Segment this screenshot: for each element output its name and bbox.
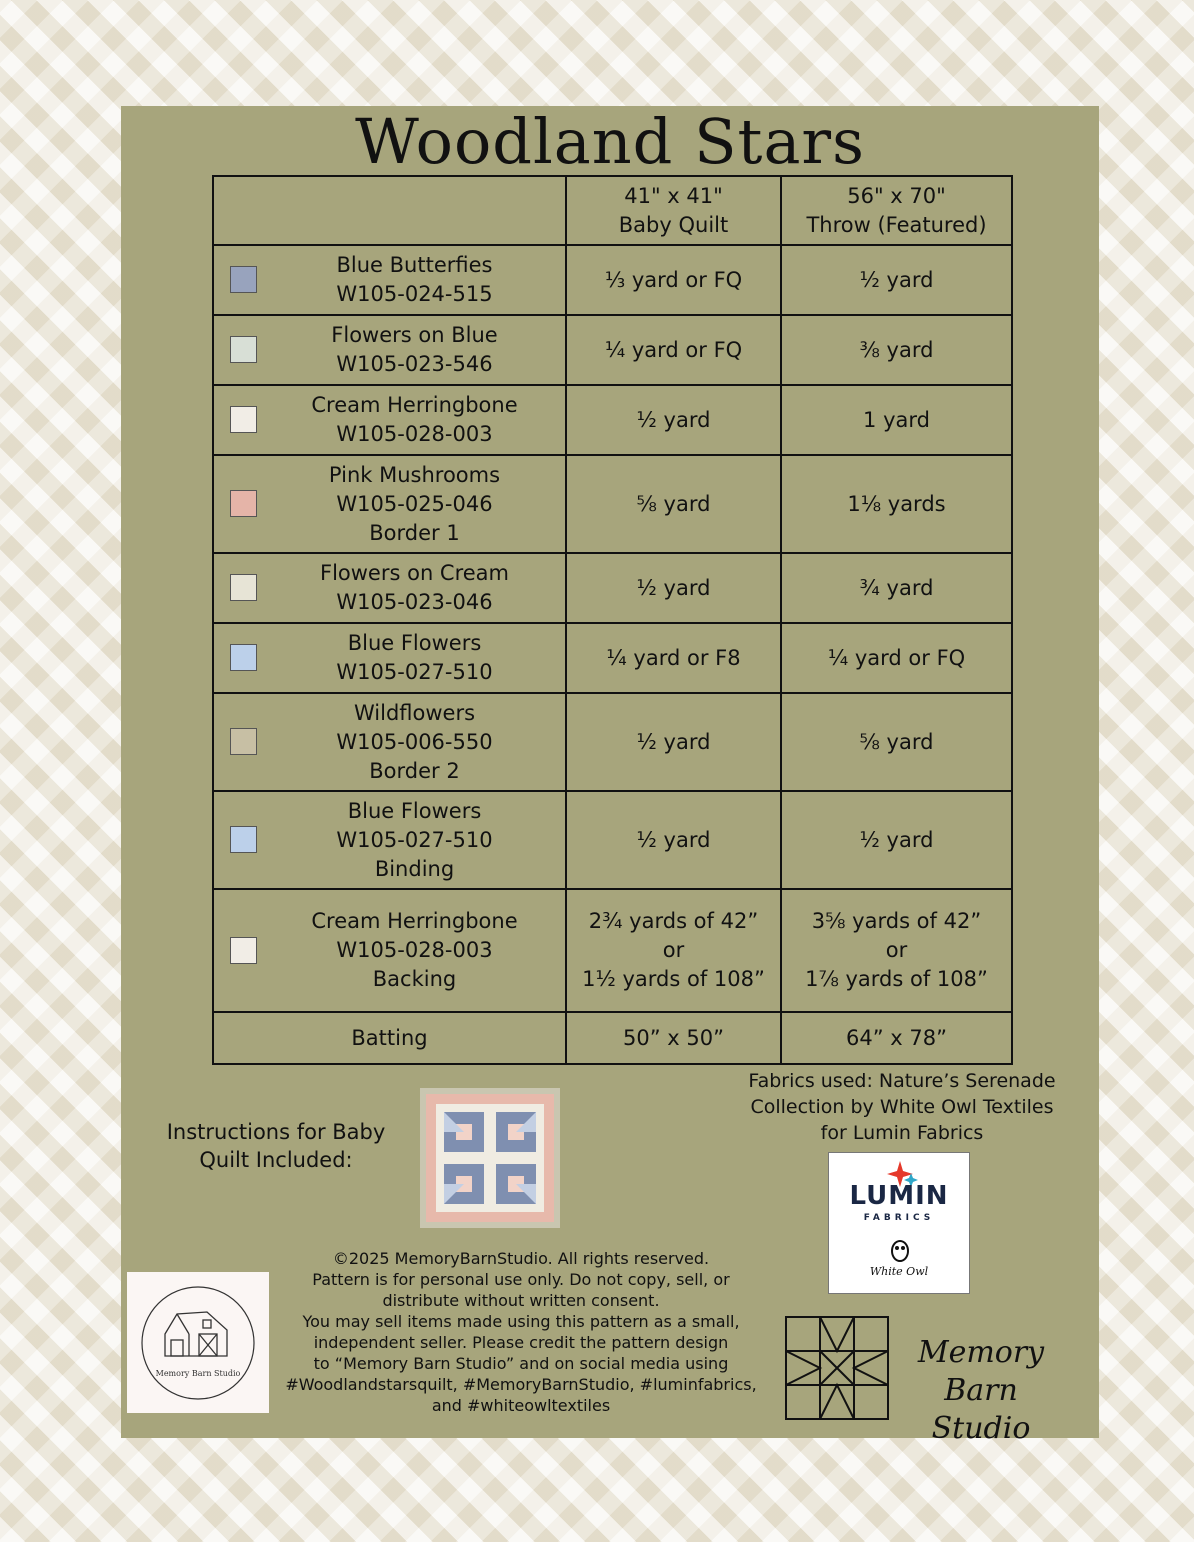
throw-yardage <box>781 889 1012 1012</box>
fabric-swatch <box>230 490 257 517</box>
yardage-line: 1⅞ yards of 108” <box>805 967 988 991</box>
throw-yardage <box>781 385 1012 455</box>
fabric-cell <box>213 385 566 455</box>
fabric-name <box>274 699 555 786</box>
fabric-name-line: Flowers on Blue <box>331 323 498 347</box>
fabric-swatch <box>230 336 257 363</box>
fabric-requirements-table <box>212 175 1013 1065</box>
copyright-line: to “Memory Barn Studio” and on social media using <box>313 1354 729 1373</box>
table-row <box>213 623 1012 693</box>
yardage-line: 64” x 78” <box>846 1025 947 1050</box>
credits-line: Fabrics used: Nature’s Serenade <box>748 1070 1056 1092</box>
fabric-name-line: W105-023-046 <box>336 590 493 614</box>
fabric-name-line: W105-006-550 <box>336 729 493 754</box>
throw-yardage <box>781 315 1012 385</box>
copyright-line: #Woodlandstarsquilt, #MemoryBarnStudio, #luminfabrics, <box>285 1375 757 1394</box>
baby-quilt-yardage <box>566 245 781 315</box>
table-row <box>213 693 1012 791</box>
yardage-line: ½ yard <box>859 827 934 852</box>
credits-line: for Lumin Fabrics <box>820 1122 984 1144</box>
baby-quilt-yardage <box>566 455 781 553</box>
yardage-line: ¼ yard or FQ <box>827 645 966 670</box>
yardage-line: ½ yard <box>636 729 711 754</box>
table-row <box>213 385 1012 455</box>
page-title: Woodland Stars <box>355 105 865 178</box>
yardage-line: 1 yard <box>863 407 930 432</box>
table-row <box>213 553 1012 623</box>
credits-line: Collection by White Owl Textiles <box>750 1096 1054 1118</box>
copyright-line: You may sell items made using this pattern as a small, <box>302 1312 740 1331</box>
lumin-fabrics-logo <box>828 1152 970 1294</box>
fabric-cell <box>213 1012 566 1064</box>
fabric-name <box>214 1024 565 1053</box>
copyright-notice <box>271 1248 771 1416</box>
fabric-swatch <box>230 574 257 601</box>
fabric-name-line: Pink Mushrooms <box>328 462 501 487</box>
throw-yardage <box>781 455 1012 553</box>
fabric-name <box>274 559 555 617</box>
fabric-name <box>274 321 555 379</box>
baby-quilt-yardage <box>566 889 781 1012</box>
fabric-name <box>274 907 555 994</box>
fabric-name <box>274 251 555 309</box>
memory-barn-studio-wordmark <box>891 1334 1071 1448</box>
fabric-cell <box>213 693 566 791</box>
copyright-line: independent seller. Please credit the pattern design <box>313 1333 729 1352</box>
fabric-cell <box>213 553 566 623</box>
table-header-row <box>213 176 1012 245</box>
fabric-name <box>274 629 555 687</box>
fabric-name-line: Border 1 <box>369 520 460 545</box>
header-baby-size: 41" x 41" <box>624 183 723 208</box>
fabric-name-line: Flowers on Cream <box>319 561 510 585</box>
yardage-line: ⅝ yard <box>636 491 711 516</box>
fabric-name-line: Backing <box>372 967 457 991</box>
baby-quilt-instructions-note <box>141 1118 411 1174</box>
fabric-name-line: W105-025-046 <box>336 491 493 516</box>
fabric-name-line: Blue Flowers <box>347 798 482 823</box>
copyright-line: ©2025 MemoryBarnStudio. All rights reserved. <box>332 1249 710 1268</box>
yardage-line: 1½ yards of 108” <box>582 967 765 991</box>
instructions-line: Quilt Included: <box>199 1148 353 1172</box>
throw-yardage <box>781 693 1012 791</box>
wordmark-line: Studio <box>931 1411 1031 1446</box>
throw-yardage <box>781 1012 1012 1064</box>
fabric-swatch <box>230 266 257 293</box>
copyright-line: and #whiteowltextiles <box>431 1396 611 1415</box>
baby-quilt-yardage <box>566 315 781 385</box>
yardage-line: ¼ yard or F8 <box>606 645 741 670</box>
yardage-line: 50” x 50” <box>623 1025 724 1050</box>
yardage-line: 2¾ yards of 42” <box>588 909 759 933</box>
header-throw-label: Throw (Featured) <box>806 212 987 237</box>
throw-yardage <box>781 245 1012 315</box>
throw-yardage <box>781 553 1012 623</box>
fabric-name-line: Cream Herringbone <box>311 393 518 417</box>
badge-label: Memory Barn Studio <box>155 1369 241 1378</box>
yardage-line: ½ yard <box>636 827 711 852</box>
baby-quilt-yardage <box>566 623 781 693</box>
fabric-cell <box>213 623 566 693</box>
fabric-name-line: W105-024-515 <box>336 282 493 306</box>
throw-yardage <box>781 791 1012 889</box>
baby-quilt-yardage <box>566 693 781 791</box>
fabric-name-line: Batting <box>351 1025 428 1050</box>
fabric-name-line: W105-027-510 <box>336 827 493 852</box>
fabric-cell <box>213 791 566 889</box>
fabric-name <box>274 391 555 449</box>
lumin-wordmark: LUMIN <box>849 1181 949 1211</box>
fabric-name-line: Blue Butterfies <box>336 253 493 277</box>
baby-quilt-yardage <box>566 385 781 455</box>
baby-quilt-yardage <box>566 791 781 889</box>
fabric-name <box>274 797 555 884</box>
baby-quilt-thumbnail <box>420 1088 560 1228</box>
header-baby-quilt <box>566 176 781 245</box>
yardage-line: ¾ yard <box>859 575 934 600</box>
wordmark-line: Memory Barn <box>917 1335 1045 1408</box>
yardage-line: ½ yard <box>636 407 711 432</box>
yardage-line: ⅝ yard <box>859 729 934 754</box>
yardage-line: ⅓ yard or FQ <box>604 267 743 292</box>
copyright-line: Pattern is for personal use only. Do not copy, sell, or <box>312 1270 730 1289</box>
instructions-line: Instructions for Baby <box>166 1120 386 1144</box>
fabric-name-line: W105-027-510 <box>336 660 493 684</box>
table-row <box>213 791 1012 889</box>
fabric-credits <box>717 1068 1087 1146</box>
copyright-line: distribute without written consent. <box>382 1291 660 1310</box>
yardage-line: ½ yard <box>859 267 934 292</box>
fabric-cell <box>213 245 566 315</box>
fabric-name-line: Cream Herringbone <box>311 909 518 933</box>
fabric-cell <box>213 889 566 1012</box>
fabric-name <box>274 461 555 548</box>
yardage-line: ½ yard <box>636 575 711 600</box>
yardage-line: 3⅝ yards of 42” <box>811 909 982 933</box>
table-row <box>213 889 1012 1012</box>
table-row <box>213 245 1012 315</box>
lumin-subtitle: FABRICS <box>863 1213 935 1223</box>
fabric-name-line: Blue Flowers <box>347 631 482 655</box>
fabric-cell <box>213 455 566 553</box>
yardage-line: ¼ yard or FQ <box>604 337 743 362</box>
fabric-name-line: Binding <box>374 856 455 881</box>
white-owl-wordmark: White Owl <box>869 1265 929 1278</box>
throw-yardage <box>781 623 1012 693</box>
header-throw <box>781 176 1012 245</box>
header-throw-size: 56" x 70" <box>847 183 946 208</box>
table-row <box>213 315 1012 385</box>
fabric-swatch <box>230 644 257 671</box>
yardage-line: or <box>885 938 908 962</box>
yardage-line: ⅜ yard <box>859 337 934 362</box>
fabric-cell <box>213 315 566 385</box>
fabric-name-line: W105-028-003 <box>336 938 493 962</box>
pattern-panel <box>121 105 1099 1446</box>
yardage-line: 1⅛ yards <box>847 491 946 516</box>
fabric-name-line: Wildflowers <box>353 700 476 725</box>
fabric-swatch <box>230 728 257 755</box>
fabric-swatch <box>230 937 257 964</box>
memory-barn-studio-badge <box>127 1272 269 1413</box>
yardage-line: or <box>662 938 685 962</box>
baby-quilt-yardage <box>566 1012 781 1064</box>
fabric-swatch <box>230 826 257 853</box>
fabric-swatch <box>230 406 257 433</box>
header-blank-cell <box>213 176 566 245</box>
fabric-name-line: W105-028-003 <box>336 422 493 446</box>
fabric-name-line: W105-023-546 <box>336 352 493 376</box>
table-row <box>213 1012 1012 1064</box>
fabric-name-line: Border 2 <box>369 758 460 783</box>
barn-star-icon <box>785 1316 889 1420</box>
baby-quilt-yardage <box>566 553 781 623</box>
header-baby-label: Baby Quilt <box>618 212 729 237</box>
table-row <box>213 455 1012 553</box>
